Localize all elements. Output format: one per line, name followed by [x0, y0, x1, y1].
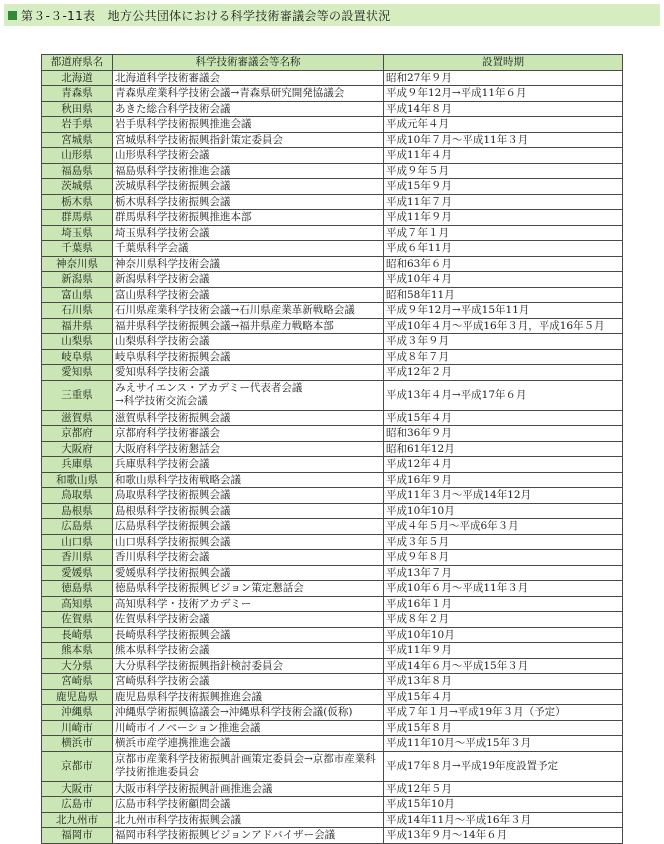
table-row — [42, 488, 623, 504]
table-row — [42, 148, 623, 164]
cell-council-name: 埼玉県科学技術会議 — [113, 225, 384, 241]
table-row — [42, 550, 623, 566]
cell-council-name: 島根県科学技術振興会議 — [113, 503, 384, 519]
cell-established: 平成13年７月 — [384, 565, 623, 581]
cell-established: 平成12年５月 — [384, 781, 623, 797]
table-row — [42, 781, 623, 797]
cell-established: 平成12年２月 — [384, 365, 623, 381]
header-established: 設置時期 — [384, 55, 623, 71]
cell-council-name: 新潟県科学技術会議 — [113, 272, 384, 288]
table-row — [42, 441, 623, 457]
cell-established: 昭和63年６月 — [384, 256, 623, 272]
cell-prefecture: 滋賀県 — [42, 410, 113, 426]
cell-prefecture: 横浜市 — [42, 736, 113, 752]
cell-established: 平成12年４月 — [384, 457, 623, 473]
table-row — [42, 720, 623, 736]
cell-prefecture: 大阪市 — [42, 781, 113, 797]
cell-council-name: 広島県科学技術振興会議 — [113, 519, 384, 535]
cell-established: 平成10年10月 — [384, 503, 623, 519]
cell-established: 平成11年３月～平成14年12月 — [384, 488, 623, 504]
cell-prefecture: 愛知県 — [42, 365, 113, 381]
cell-established: 昭和61年12月 — [384, 441, 623, 457]
cell-established: 平成９年８月 — [384, 550, 623, 566]
table-row — [42, 380, 623, 410]
table-row — [42, 689, 623, 705]
cell-established: 平成13年９月～14年６月 — [384, 828, 623, 844]
table-row — [42, 210, 623, 226]
cell-council-name: 横浜市産学連携推進会議 — [113, 736, 384, 752]
cell-prefecture: 新潟県 — [42, 272, 113, 288]
cell-prefecture: 大分県 — [42, 658, 113, 674]
cell-council-name: 群馬県科学技術振興推進本部 — [113, 210, 384, 226]
cell-established: 平成８年２月 — [384, 612, 623, 628]
cell-prefecture: 徳島県 — [42, 581, 113, 597]
table-row — [42, 194, 623, 210]
cell-council-name: 富山県科学技術会議 — [113, 287, 384, 303]
cell-established: 平成９年12月→平成15年11月 — [384, 303, 623, 319]
table-row — [42, 272, 623, 288]
cell-council-name: 青森県産業科学技術会議→青森県研究開発協議会 — [113, 86, 384, 102]
cell-council-name: あきた総合科学技術会議 — [113, 101, 384, 117]
cell-established: 平成16年９月 — [384, 472, 623, 488]
cell-council-name: 香川県科学技術会議 — [113, 550, 384, 566]
header-prefecture: 都道府県名 — [42, 55, 113, 71]
cell-established: 平成４年５月～平成6年３月 — [384, 519, 623, 535]
table-title-bar — [4, 4, 660, 26]
cell-prefecture: 山梨県 — [42, 334, 113, 350]
table-title: 第３-３-11表 地方公共団体における科学技術審議会等の設置状況 — [21, 8, 391, 23]
cell-prefecture: 鳥取県 — [42, 488, 113, 504]
cell-council-name: 鹿児島県科学技術振興推進会議 — [113, 689, 384, 705]
cell-established: 平成10年４月～平成16年３月，平成16年５月 — [384, 318, 623, 334]
cell-prefecture: 群馬県 — [42, 210, 113, 226]
cell-prefecture: 青森県 — [42, 86, 113, 102]
table-row — [42, 303, 623, 319]
cell-prefecture: 広島市 — [42, 797, 113, 813]
cell-council-name: 京都府科学技術審議会 — [113, 426, 384, 442]
cell-council-name: 福井県科学技術振興会議→福井県産力戦略本部 — [113, 318, 384, 334]
cell-council-name: 山梨県科学技術会議 — [113, 334, 384, 350]
cell-council-name: 大阪府科学技術懇話会 — [113, 441, 384, 457]
cell-council-name: 高知県科学・技術アカデミー — [113, 596, 384, 612]
table-row — [42, 643, 623, 659]
cell-established: 平成９年５月 — [384, 163, 623, 179]
table-row — [42, 132, 623, 148]
table-row — [42, 534, 623, 550]
cell-council-name: 愛媛県科学技術振興会議 — [113, 565, 384, 581]
cell-established: 平成14年11月～平成16年３月 — [384, 812, 623, 828]
council-table — [41, 54, 623, 844]
table-body — [42, 70, 623, 843]
table-row — [42, 627, 623, 643]
cell-prefecture: 栃木県 — [42, 194, 113, 210]
cell-prefecture: 京都市 — [42, 751, 113, 781]
table-row — [42, 225, 623, 241]
cell-established: 昭和58年11月 — [384, 287, 623, 303]
cell-council-name: 山形県科学技術会議 — [113, 148, 384, 164]
table-row — [42, 472, 623, 488]
cell-established: 平成８年７月 — [384, 349, 623, 365]
cell-council-name: 大分県科学技術振興指針検討委員会 — [113, 658, 384, 674]
table-row — [42, 117, 623, 133]
table-row — [42, 349, 623, 365]
cell-council-name: 岐阜県科学技術振興会議 — [113, 349, 384, 365]
cell-established: 平成14年８月 — [384, 101, 623, 117]
cell-established: 平成13年８月 — [384, 674, 623, 690]
cell-council-name: 岩手県科学技術振興推進会議 — [113, 117, 384, 133]
cell-council-name: 北海道科学技術審議会 — [113, 70, 384, 86]
cell-prefecture: 石川県 — [42, 303, 113, 319]
table-row — [42, 751, 623, 781]
cell-established: 平成15年８月 — [384, 720, 623, 736]
cell-established: 平成元年４月 — [384, 117, 623, 133]
cell-council-name: 沖縄県学術振興協議会→沖縄県科学技術会議(仮称) — [113, 705, 384, 721]
table-header-row — [42, 55, 623, 71]
cell-established: 平成15年４月 — [384, 410, 623, 426]
cell-council-name: 和歌山県科学技術戦略会議 — [113, 472, 384, 488]
table-row — [42, 287, 623, 303]
cell-council-name: 福島県科学技術推進会議 — [113, 163, 384, 179]
cell-prefecture: 愛媛県 — [42, 565, 113, 581]
cell-established: 平成６年11月 — [384, 241, 623, 257]
cell-prefecture: 鹿児島県 — [42, 689, 113, 705]
cell-established: 平成９年12月→平成11年６月 — [384, 86, 623, 102]
cell-prefecture: 北海道 — [42, 70, 113, 86]
cell-prefecture: 北九州市 — [42, 812, 113, 828]
table-row — [42, 674, 623, 690]
cell-prefecture: 和歌山県 — [42, 472, 113, 488]
cell-prefecture: 高知県 — [42, 596, 113, 612]
cell-prefecture: 秋田県 — [42, 101, 113, 117]
cell-council-name: 千葉県科学会議 — [113, 241, 384, 257]
cell-prefecture: 千葉県 — [42, 241, 113, 257]
cell-prefecture: 福井県 — [42, 318, 113, 334]
cell-council-name: 京都市産業科学技術振興計画策定委員会→京都市産業科学技術推進委員会 — [113, 751, 384, 781]
cell-established: 平成10年４月 — [384, 272, 623, 288]
cell-prefecture: 岐阜県 — [42, 349, 113, 365]
table-row — [42, 241, 623, 257]
cell-prefecture: 福岡市 — [42, 828, 113, 844]
cell-established: 平成11年９月 — [384, 210, 623, 226]
cell-council-name: 長崎県科学技術振興会議 — [113, 627, 384, 643]
cell-prefecture: 茨城県 — [42, 179, 113, 195]
table-row — [42, 658, 623, 674]
cell-established: 平成15年４月 — [384, 689, 623, 705]
table-row — [42, 256, 623, 272]
table-row — [42, 101, 623, 117]
cell-established: 平成11年４月 — [384, 148, 623, 164]
cell-council-name: 熊本県科学技術会議 — [113, 643, 384, 659]
cell-established: 平成７年１月 — [384, 225, 623, 241]
cell-council-name: 愛知県科学技術会議 — [113, 365, 384, 381]
cell-established: 平成11年７月 — [384, 194, 623, 210]
table-row — [42, 812, 623, 828]
cell-established: 平成14年６月～平成15年３月 — [384, 658, 623, 674]
cell-established: 平成10年７月～平成11年３月 — [384, 132, 623, 148]
cell-council-name: 兵庫県科学技術会議 — [113, 457, 384, 473]
cell-council-name: 茨城県科学技術振興会議 — [113, 179, 384, 195]
cell-council-name: 宮崎県科学技術会議 — [113, 674, 384, 690]
table-row — [42, 503, 623, 519]
table-row — [42, 828, 623, 844]
cell-prefecture: 山形県 — [42, 148, 113, 164]
cell-established: 平成11年10月～平成15年３月 — [384, 736, 623, 752]
cell-council-name: 福岡市科学技術振興ビジョンアドバイザー会議 — [113, 828, 384, 844]
cell-council-name: 石川県産業科学技術会議→石川県産業革新戦略会議 — [113, 303, 384, 319]
cell-established: 平成10年10月 — [384, 627, 623, 643]
cell-prefecture: 富山県 — [42, 287, 113, 303]
cell-council-name: みえサイエンス・アカデミー代表者会議 →科学技術交流会議 — [113, 380, 384, 410]
cell-established: 平成３年９月 — [384, 334, 623, 350]
cell-established: 平成17年８月→平成19年度設置予定 — [384, 751, 623, 781]
cell-council-name: 宮城県科学技術振興指針策定委員会 — [113, 132, 384, 148]
cell-prefecture: 川崎市 — [42, 720, 113, 736]
table-row — [42, 581, 623, 597]
cell-prefecture: 三重県 — [42, 380, 113, 410]
cell-council-name: 滋賀県科学技術振興会議 — [113, 410, 384, 426]
council-table-container — [41, 54, 622, 844]
cell-established: 平成10年６月～平成11年３月 — [384, 581, 623, 597]
cell-prefecture: 沖縄県 — [42, 705, 113, 721]
cell-council-name: 山口県科学技術振興会議 — [113, 534, 384, 550]
cell-established: 平成３年５月 — [384, 534, 623, 550]
table-row — [42, 736, 623, 752]
table-row — [42, 596, 623, 612]
cell-prefecture: 埼玉県 — [42, 225, 113, 241]
table-row — [42, 163, 623, 179]
cell-established: 平成11年９月 — [384, 643, 623, 659]
cell-prefecture: 長崎県 — [42, 627, 113, 643]
cell-council-name: 佐賀県科学技術会議 — [113, 612, 384, 628]
table-row — [42, 334, 623, 350]
table-row — [42, 797, 623, 813]
cell-prefecture: 岩手県 — [42, 117, 113, 133]
table-row — [42, 70, 623, 86]
cell-prefecture: 熊本県 — [42, 643, 113, 659]
cell-prefecture: 神奈川県 — [42, 256, 113, 272]
cell-prefecture: 福島県 — [42, 163, 113, 179]
cell-council-name: 徳島県科学技術振興ビジョン策定懇話会 — [113, 581, 384, 597]
table-row — [42, 457, 623, 473]
cell-council-name: 川崎市イノベーション推進会議 — [113, 720, 384, 736]
table-row — [42, 318, 623, 334]
cell-prefecture: 宮崎県 — [42, 674, 113, 690]
cell-prefecture: 兵庫県 — [42, 457, 113, 473]
table-row — [42, 86, 623, 102]
cell-prefecture: 島根県 — [42, 503, 113, 519]
cell-council-name: 北九州市科学技術振興会議 — [113, 812, 384, 828]
cell-prefecture: 佐賀県 — [42, 612, 113, 628]
cell-prefecture: 宮城県 — [42, 132, 113, 148]
cell-council-name: 栃木県科学技術振興会議 — [113, 194, 384, 210]
cell-established: 平成15年９月 — [384, 179, 623, 195]
cell-council-name: 神奈川県科学技術会議 — [113, 256, 384, 272]
cell-established: 昭和36年９月 — [384, 426, 623, 442]
table-row — [42, 410, 623, 426]
cell-prefecture: 京都府 — [42, 426, 113, 442]
table-row — [42, 612, 623, 628]
cell-established: 昭和27年９月 — [384, 70, 623, 86]
table-row — [42, 179, 623, 195]
cell-council-name: 鳥取県科学技術振興会議 — [113, 488, 384, 504]
table-row — [42, 705, 623, 721]
cell-council-name: 広島市科学技術顧問会議 — [113, 797, 384, 813]
cell-prefecture: 広島県 — [42, 519, 113, 535]
table-row — [42, 519, 623, 535]
square-bullet-icon — [8, 11, 17, 20]
cell-prefecture: 山口県 — [42, 534, 113, 550]
table-row — [42, 565, 623, 581]
cell-established: 平成13年４月→平成17年６月 — [384, 380, 623, 410]
cell-council-name: 大阪市科学技術振興計画推進会議 — [113, 781, 384, 797]
cell-prefecture: 大阪府 — [42, 441, 113, 457]
cell-established: 平成16年１月 — [384, 596, 623, 612]
cell-established: 平成15年10月 — [384, 797, 623, 813]
cell-established: 平成７年１月→平成19年３月（予定） — [384, 705, 623, 721]
table-row — [42, 365, 623, 381]
cell-prefecture: 香川県 — [42, 550, 113, 566]
header-council-name: 科学技術審議会等名称 — [113, 55, 384, 71]
table-row — [42, 426, 623, 442]
